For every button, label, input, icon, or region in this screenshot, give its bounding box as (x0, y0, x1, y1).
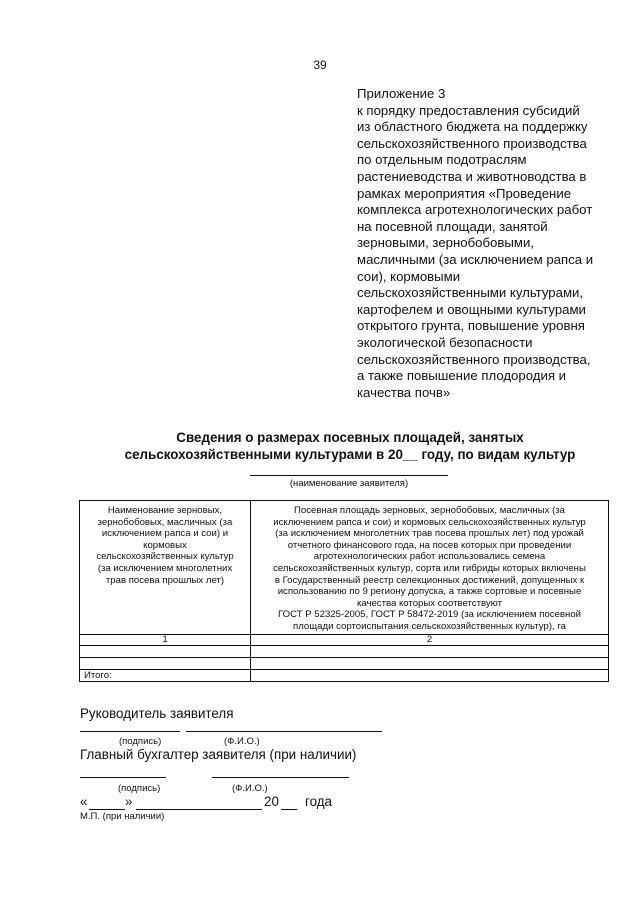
accountant-label: Главный бухгалтер заявителя (при наличии) (80, 747, 357, 762)
title-line-2: сельскохозяйственными культурами в 20__ году, по видам культур (124, 447, 576, 462)
appendix-line: по отдельным подотраслям (357, 152, 527, 168)
accountant-name-line (212, 777, 349, 778)
head-name-line (186, 731, 382, 732)
date-open-quote: « (80, 794, 88, 809)
appendix-line: картофелем и овощными культурами (357, 301, 586, 317)
head-signature-caption: (подпись) (119, 736, 162, 747)
header-text-line: исключением рапса и сои) и кормовых сельскохозяйственных культур (273, 516, 586, 528)
head-label: Руководитель заявителя (80, 706, 234, 721)
header-text-line: Наименование зерновых, (107, 505, 223, 516)
date-close-quote: » (125, 794, 133, 809)
appendix-line: сельскохозяйственными культурами, (357, 285, 584, 301)
appendix-line: сельскохозяйственного производства, (357, 351, 591, 367)
column-number: 2 (251, 634, 609, 645)
date-year-suffix: года (305, 794, 333, 809)
appendix-line: экологической безопасности (357, 334, 533, 350)
appendix-line: из областного бюджета на поддержку (357, 119, 588, 135)
appendix-header (357, 86, 607, 401)
header-text-line: площади сортоиспытания сельскохозяйственных культур), га (293, 620, 566, 632)
crop-area-table (79, 500, 609, 682)
head-name-caption: (Ф.И.О.) (224, 736, 260, 747)
appendix-line: к порядку предоставления субсидий (357, 102, 580, 118)
seal-label: М.П. (при наличии) (80, 811, 165, 822)
appendix-line: Приложение 3 (357, 86, 446, 101)
appendix-line: качества почв» (357, 384, 451, 400)
applicant-name-line (250, 475, 448, 476)
header-text-line: (за исключением многолетних (97, 562, 233, 574)
document-title (80, 429, 620, 463)
date-month-line (136, 809, 262, 810)
header-text-line: (за исключением многолетних трав посева прошлых лет) под урожай (275, 528, 584, 540)
head-signature-line (80, 731, 180, 732)
accountant-signature-line (80, 777, 166, 778)
header-text-line: в Государственный реестр селекционных достижений, допущенных к (274, 574, 585, 586)
header-text-line: сельскохозяйственных культур (96, 551, 234, 563)
page-number: 39 (313, 58, 327, 72)
applicant-name-caption: (наименование заявителя) (289, 478, 409, 489)
header-text-line: кормовых (143, 539, 187, 551)
date-year-line (281, 809, 297, 810)
date-day-line (89, 809, 125, 810)
title-line-1: Сведения о размерах посевных площадей, занятых (176, 430, 524, 445)
date-year-prefix: 20 (264, 794, 279, 809)
header-text-line: сельскохозяйственных культур, сорта или гибриды которых включены (273, 562, 586, 574)
appendix-line: комплекса агротехнологических работ (357, 202, 593, 218)
appendix-line: растениеводства и животноводства в (357, 168, 587, 184)
column-header-sown-area (251, 501, 609, 635)
table-row (80, 657, 609, 669)
header-text-line: зернобобовых, масличных (за (97, 516, 233, 528)
table-header-row (80, 501, 609, 635)
appendix-line: масличными (за исключением рапса и (357, 251, 594, 267)
header-text-line: использованию по 9 региону допуска, а также сортовые и посевные (277, 586, 582, 598)
header-text-line: Посевная площадь зерновых, зернобобовых, масличных (за (293, 505, 566, 516)
appendix-line: открытого грунта, повышение уровня (357, 318, 585, 334)
appendix-line: сои), кормовыми (357, 268, 461, 284)
header-text-line: агротехнологических работ использовались семена (313, 551, 546, 563)
table-total-row (80, 669, 609, 681)
column-number: 1 (80, 634, 251, 645)
table-row (80, 645, 609, 657)
table-column-numbers-row (80, 634, 609, 645)
header-text-line: ГОСТ Р 52325-2005, ГОСТ Р 58472-2019 (за исключением посевной (277, 609, 582, 621)
appendix-line: зерновыми, зернобобовыми, (357, 235, 534, 251)
header-text-line: исключением рапса и сои) и (101, 528, 229, 540)
column-header-crop-name (80, 501, 251, 635)
header-text-line: качества которых соответствуют (356, 597, 503, 609)
appendix-line: а также повышение плодородия и (357, 368, 567, 384)
accountant-signature-caption: (подпись) (118, 783, 161, 794)
header-text-line: трав посева прошлых лет) (105, 574, 225, 586)
appendix-line: рамках мероприятия «Проведение (357, 185, 572, 201)
accountant-name-caption: (Ф.И.О.) (232, 783, 268, 794)
appendix-line: сельскохозяйственного производства (357, 135, 587, 151)
appendix-line: на посевной площади, занятой (357, 218, 548, 234)
header-text-line: отчетного финансового года, на посев которых при проведении (287, 539, 572, 551)
total-label: Итого: (80, 669, 251, 681)
